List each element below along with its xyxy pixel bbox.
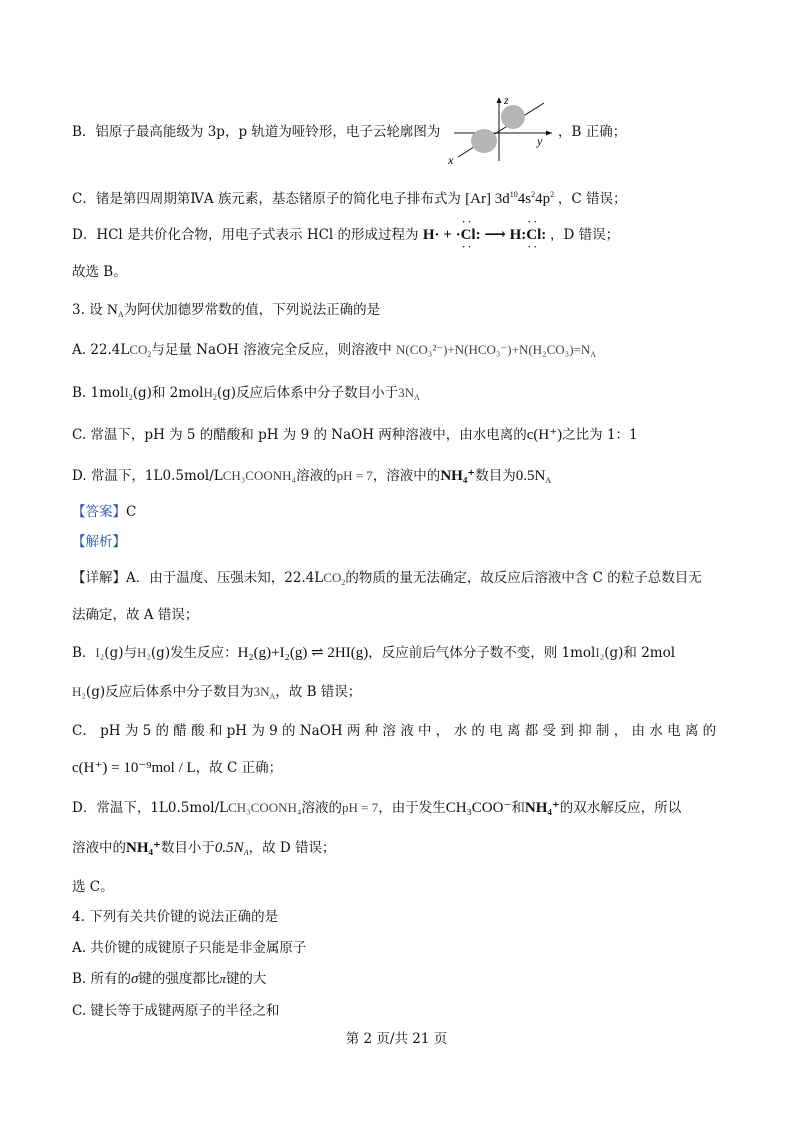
detail-c-formula: c(H⁺) = 10⁻⁹mol / L bbox=[72, 760, 196, 776]
p-orbital-dumbbell-diagram bbox=[448, 95, 558, 167]
hcl-cl-dots: ·· :Cl: ·· bbox=[521, 217, 547, 252]
q4-option-a: A. 共价键的成键原子只能是非金属原子 bbox=[72, 940, 307, 956]
q3-d-mid: 溶液的 bbox=[296, 468, 337, 484]
detail-b-line2 bbox=[72, 682, 361, 707]
detail-c-text2: ，故 C 正确； bbox=[195, 760, 283, 776]
option-b-suffix bbox=[558, 122, 626, 142]
orbital-lobe-lower bbox=[471, 129, 497, 153]
detail-d-val-text: 0.5N bbox=[214, 840, 244, 856]
detail-d-ph: pH = 7 bbox=[341, 800, 379, 815]
q3-b-rest: (g)反应后体系中分子数目小于 bbox=[216, 385, 399, 401]
3na-text: 3N bbox=[398, 385, 414, 400]
co2-sub: 2 bbox=[147, 350, 152, 359]
conclusion-c: 选 C。 bbox=[72, 879, 114, 895]
detail-b-text2: (g)与 bbox=[104, 645, 137, 661]
q3-d-mid2: ，溶液中的 bbox=[372, 468, 441, 484]
detail-b-h2b: H₂ bbox=[72, 684, 86, 699]
detail-label: 【详解】 bbox=[72, 570, 126, 586]
q4-b-prefix: B. 所有的 bbox=[72, 971, 132, 987]
detail-d-text2: 溶液的 bbox=[301, 800, 342, 816]
detail-c-line1: C． pH 为 5 的 醋 酸 和 pH 为 9 的 NaOH 两 种 溶 液 中 ， 水 的 电 离 都 受 到 抑 制 ， 由 水 电 离 的 bbox=[72, 723, 717, 739]
q3-d-val bbox=[516, 468, 551, 484]
q3-stem-text: 为阿伏加德罗常数的值，下列说法正确的是 bbox=[123, 302, 381, 318]
detail-d-text3: ，由于发生 bbox=[378, 800, 446, 816]
detail-b-text5: (g)和 2mol bbox=[604, 645, 676, 661]
answer-label: 【答案】 bbox=[72, 504, 126, 520]
q3-c-formula: c(H⁺) bbox=[526, 427, 563, 443]
page-footer: 第 2 页/共 21 页 bbox=[345, 1031, 448, 1047]
detail-a-co2 bbox=[323, 570, 345, 585]
axis-label-y: y bbox=[537, 134, 543, 148]
na-sub: A bbox=[117, 310, 124, 319]
detail-3na-text: 3N bbox=[253, 684, 270, 699]
detail-b-text1: B． bbox=[72, 645, 96, 661]
q3-a-co2 bbox=[129, 342, 151, 357]
q3-d-prefix: D. 常温下，1L0.5mol/L bbox=[72, 468, 223, 484]
q3-b-3na bbox=[398, 385, 420, 400]
q3-d-ph: pH = 7 bbox=[336, 468, 373, 483]
q3-b-mid: (g)和 2mol bbox=[132, 385, 204, 401]
analysis-label: 【解析】 bbox=[72, 534, 126, 550]
q3-a-mid: 与足量 NaOH 溶液完全反应，则溶液中 bbox=[151, 342, 392, 358]
option-b-explanation bbox=[72, 122, 440, 142]
q3-option-c bbox=[72, 425, 638, 445]
hcl-cl-label: :Cl: bbox=[521, 227, 547, 243]
q3-c-suffix: 之比为 1：1 bbox=[562, 427, 638, 443]
detail-d-salt: CH₃COONH₄ bbox=[228, 800, 302, 815]
detail-d-val-sub: A bbox=[243, 848, 249, 857]
plus-sign: + bbox=[443, 227, 452, 243]
co2-text: CO bbox=[129, 342, 148, 357]
question-4-stem: 4. 下列有关共价键的说法正确的是 bbox=[72, 909, 279, 925]
answer-value: C bbox=[126, 504, 137, 520]
option-c-text: C．锗是第四周期第ⅣA 族元素，基态锗原子的简化电子排布式为 bbox=[72, 191, 461, 207]
q3-option-b bbox=[72, 383, 420, 408]
detail-d-acetate: CH₃COO⁻ bbox=[445, 800, 512, 816]
q3-d-mid3: 数目为 bbox=[475, 468, 516, 484]
q3-option-a bbox=[72, 340, 596, 365]
axis-label-x: x bbox=[448, 153, 454, 167]
conclusion-b: 故选 B。 bbox=[72, 264, 127, 280]
a-formula-text: N(CO₃²⁻)+N(HCO₃⁻)+N(H₂CO₃)=N bbox=[396, 342, 591, 357]
h2-sub: 2 bbox=[212, 393, 217, 402]
detail-d-text8: ，故 D 错误； bbox=[248, 840, 336, 856]
detail-b-text6: (g)反应后体系中分子数目为 bbox=[85, 684, 254, 700]
q3-b-h2 bbox=[204, 385, 217, 400]
detail-d-nh4b: NH₄⁺ bbox=[126, 840, 161, 856]
option-d-explanation bbox=[72, 217, 620, 252]
config-3d-exp: 10 bbox=[509, 190, 518, 199]
detail-b-text4: ，反应前后气体分子数不变，则 1mol bbox=[368, 645, 596, 661]
config-4p-exp: 2 bbox=[550, 190, 555, 199]
ge-electron-config bbox=[465, 191, 558, 207]
detail-d-text1: D．常温下，1L0.5mol/L bbox=[72, 800, 229, 816]
detail-c-line2 bbox=[72, 758, 282, 778]
detail-b-h2: H₂ bbox=[136, 645, 151, 660]
d-val-sub: A bbox=[545, 476, 552, 485]
hcl-formation-electron-formula bbox=[422, 217, 550, 252]
detail-d-text7: 数目小于 bbox=[160, 840, 215, 856]
3na-sub: A bbox=[413, 393, 420, 402]
axis-label-z: z bbox=[504, 95, 509, 107]
q3-b-i2 bbox=[124, 385, 132, 400]
detail-co2-text: CO bbox=[323, 570, 342, 585]
reaction-arrow: ⟶ bbox=[484, 227, 506, 243]
orbital-lobe-upper bbox=[501, 105, 525, 129]
config-3d: 3d bbox=[494, 191, 510, 207]
question-3-stem bbox=[72, 300, 380, 325]
q3-b-prefix: B. 1mol bbox=[72, 385, 125, 401]
detail-b-text3: (g)发生反应： bbox=[150, 645, 238, 661]
cl-atom-label: ·Cl: bbox=[455, 227, 481, 243]
q4-option-c: C. 键长等于成键两原子的半径之和 bbox=[72, 1003, 280, 1019]
config-4s: 4s bbox=[517, 191, 532, 207]
q3-d-nh4: NH₄⁺ bbox=[440, 468, 476, 484]
option-b-verdict: ，B 正确； bbox=[558, 124, 627, 140]
config-ar-core: [Ar] bbox=[465, 191, 491, 207]
d-val-text: 0.5N bbox=[515, 468, 546, 484]
pi-symbol: π bbox=[219, 971, 226, 986]
q3-number: 3. 设 bbox=[72, 302, 107, 318]
i2-text: I bbox=[124, 385, 129, 400]
answer-line bbox=[72, 502, 136, 522]
detail-b-text7: ，故 B 错误； bbox=[275, 684, 362, 700]
detail-a-line2: 法确定，故 A 错误； bbox=[72, 607, 199, 623]
avogadro-symbol bbox=[107, 302, 124, 318]
na-n: N bbox=[106, 302, 118, 318]
detail-a-text2: 的物质的量无法确定，故反应后溶液中含 C 的粒子总数目无 bbox=[345, 570, 702, 586]
detail-d-text5: 的双水解反应，所以 bbox=[559, 800, 682, 816]
detail-3na-sub: A bbox=[269, 692, 276, 701]
detail-d-text6: 溶液中的 bbox=[72, 840, 126, 856]
option-d-text: D．HCl 是共价化合物，用电子式表示 HCl 的形成过程为 bbox=[72, 227, 419, 243]
detail-d-line1 bbox=[72, 798, 681, 818]
sigma-symbol: σ bbox=[131, 971, 139, 987]
option-c-verdict: ，C 错误； bbox=[557, 191, 627, 207]
q3-a-prefix: A. 22.4L bbox=[72, 342, 130, 358]
detail-b-3na bbox=[254, 684, 276, 699]
q4-option-b bbox=[72, 969, 266, 989]
detail-d-val bbox=[215, 840, 249, 856]
config-4p: 4p bbox=[535, 191, 551, 207]
option-c-explanation bbox=[72, 185, 626, 209]
q3-d-salt: CH₃COONH₄ bbox=[222, 468, 297, 483]
q3-option-d bbox=[72, 466, 551, 491]
i2-sub: 2 bbox=[128, 393, 133, 402]
h2-text: H bbox=[203, 385, 213, 400]
hcl-h: H bbox=[509, 227, 522, 243]
detail-d-nh4: NH₄⁺ bbox=[524, 800, 560, 816]
option-b-text: B．铝原子最高能级为 3p，p 轨道为哑铃形，电子云轮廓图为 bbox=[72, 124, 441, 140]
q4-b-suffix: 键的大 bbox=[225, 971, 267, 987]
detail-a-line1 bbox=[72, 568, 702, 593]
option-d-verdict: ，D 错误； bbox=[550, 227, 620, 243]
detail-co2-sub: 2 bbox=[341, 578, 346, 587]
h-atom-dot: H· bbox=[422, 227, 440, 243]
detail-a-text1: A．由于温度、压强未知，22.4L bbox=[126, 570, 324, 586]
q3-a-formula bbox=[396, 342, 596, 357]
cl-atom-dots: ·· ·Cl: ·· bbox=[455, 217, 481, 252]
q3-c-prefix: C. 常温下，pH 为 5 的醋酸和 pH 为 9 的 NaOH 两种溶液中，由水电离的 bbox=[72, 427, 527, 443]
detail-d-line2 bbox=[72, 838, 335, 863]
detail-b-line1 bbox=[72, 643, 675, 663]
detail-b-i2: I₂ bbox=[95, 645, 105, 660]
q4-b-mid: 键的强度都比 bbox=[138, 971, 220, 987]
config-4s-exp: 2 bbox=[531, 190, 536, 199]
a-formula-sub: A bbox=[590, 350, 597, 359]
detail-d-text4: 和 bbox=[511, 800, 525, 816]
detail-b-i2b: I₂ bbox=[595, 645, 605, 660]
detail-b-equation: H₂(g)+I₂(g) ⇌ 2HI(g) bbox=[237, 645, 369, 661]
